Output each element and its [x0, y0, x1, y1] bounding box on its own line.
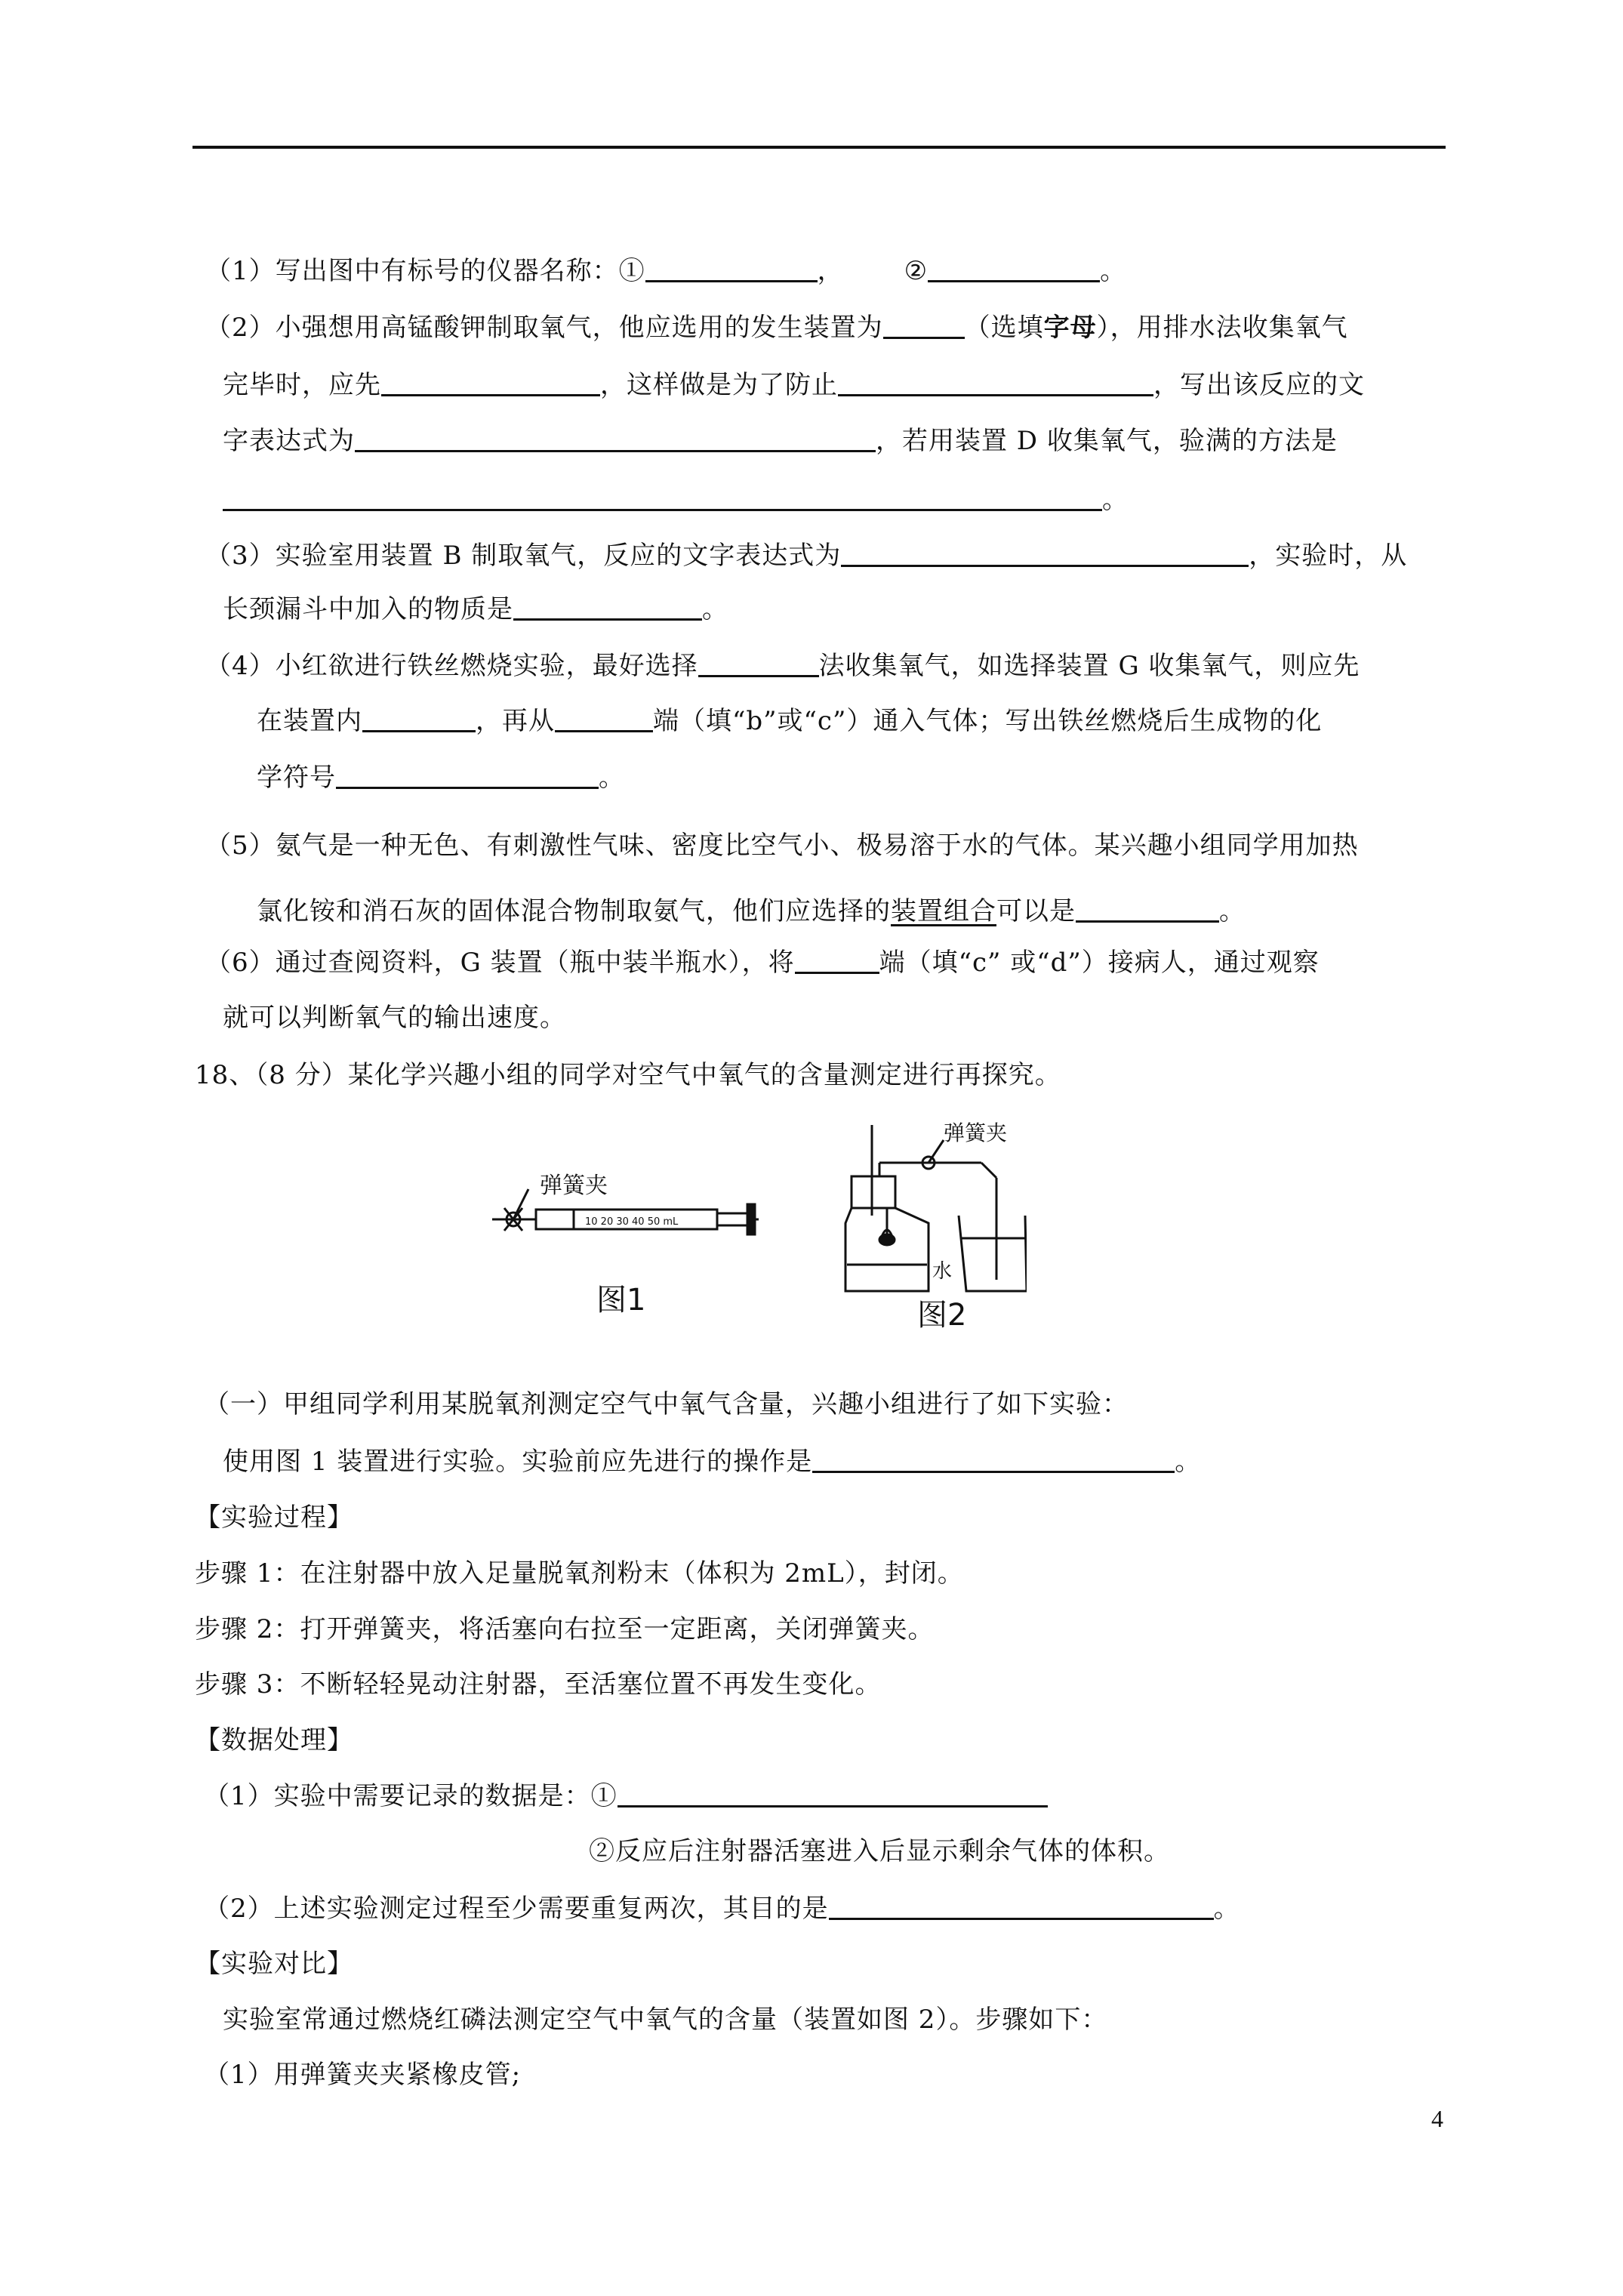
answer-blank[interactable] — [841, 539, 1249, 567]
q17-part2-text: 字母 — [1043, 313, 1097, 343]
header-rule — [192, 146, 1446, 149]
answer-blank[interactable] — [355, 424, 876, 452]
answer-blank[interactable] — [1076, 895, 1219, 923]
answer-blank[interactable] — [362, 704, 476, 732]
q17-part2-text: （选填 — [964, 313, 1044, 343]
answer-blank[interactable] — [795, 946, 879, 974]
q17-part4-line3 — [257, 761, 625, 794]
compare-heading — [195, 1947, 353, 1980]
answer-blank[interactable] — [223, 483, 1102, 511]
period: 。 — [1100, 256, 1127, 286]
q17-part1-text: （1）写出图中有标号的仪器名称：① — [205, 256, 645, 286]
q17-part5-underlined: 装置组合 — [891, 896, 996, 926]
data-1-text: （1）实验中需要记录的数据是：① — [204, 1781, 617, 1811]
answer-blank[interactable] — [838, 368, 1153, 396]
q17-part3-text: （3）实验室用装置 B 制取氧气，反应的文字表达式为 — [205, 541, 842, 571]
q17-part3-text: 长颈漏斗中加入的物质是 — [223, 594, 513, 624]
answer-blank[interactable] — [812, 1445, 1175, 1473]
circle-2: ② — [904, 256, 929, 286]
process-heading — [195, 1501, 353, 1534]
q17-part5-text: 可以是 — [996, 896, 1076, 926]
q17-part2-text: 完毕时，应先 — [223, 370, 381, 400]
q17-part2-text: 字表达式为 — [223, 426, 355, 456]
experiment-figures — [483, 1110, 1027, 1336]
data-1-line2 — [589, 1835, 1170, 1868]
data-2-line — [204, 1892, 1240, 1925]
compare-heading-text: 【实验对比】 — [195, 1949, 353, 1979]
answer-blank[interactable] — [381, 368, 600, 396]
data-heading — [195, 1724, 353, 1757]
period: 。 — [1175, 1447, 1202, 1477]
q17-part2-line1 — [205, 311, 1348, 344]
step-3-text: 步骤 3：不断轻轻晃动注射器，至活塞位置不再发生变化。 — [195, 1669, 882, 1700]
q17-part5-text: 氯化铵和消石灰的固体混合物制取氨气，他们应选择的 — [257, 896, 891, 926]
q17-part2-text: （2）小强想用高锰酸钾制取氧气，他应选用的发生装置为 — [205, 313, 883, 343]
figure-1-caption: 图1 — [596, 1283, 646, 1318]
q17-part6-text: 端（填“c” 或“d”）接病人，通过观察 — [879, 948, 1320, 978]
q17-part2-text: ，写出该反应的文 — [1153, 370, 1365, 400]
compare-text — [223, 2003, 1107, 2036]
q17-part2-text: ），用排水法收集氧气 — [1096, 313, 1348, 343]
answer-blank[interactable] — [617, 1780, 1048, 1808]
compare-step-1 — [204, 2058, 521, 2091]
syringe-figure — [492, 1189, 759, 1234]
period: 。 — [1213, 1894, 1240, 1924]
comma: ， — [817, 256, 844, 286]
period: 。 — [599, 763, 625, 793]
q17-part5-text: （5）氨气是一种无色、有刺激性气味、密度比空气小、极易溶于水的气体。某兴趣小组同学用加热 — [205, 831, 1359, 861]
q17-part4-line2 — [257, 704, 1322, 738]
step-2-text: 步骤 2：打开弹簧夹，将活塞向右拉至一定距离，关闭弹簧夹。 — [195, 1614, 935, 1644]
answer-blank[interactable] — [555, 704, 653, 732]
compare-text-content: 实验室常通过燃烧红磷法测定空气中氧气的含量（装置如图 2）。步骤如下： — [223, 2005, 1108, 2035]
q17-part4-text: 端（填“b”或“c”）通入气体；写出铁丝燃烧后生成物的化 — [653, 706, 1323, 736]
q17-part4-text: ，再从 — [476, 706, 555, 736]
page-number: 4 — [1431, 2105, 1443, 2132]
q17-part2-line2 — [223, 368, 1365, 402]
q17-part3-line2 — [223, 593, 728, 626]
answer-blank[interactable] — [336, 761, 599, 789]
clamp-label-2: 弹簧夹 — [944, 1120, 1008, 1145]
answer-blank[interactable] — [883, 311, 965, 339]
q17-part3-line1 — [205, 539, 1407, 572]
process-heading-text: 【实验过程】 — [195, 1502, 353, 1533]
water-label: 水 — [932, 1260, 953, 1283]
q17-part2-line4 — [223, 483, 1129, 516]
data-1-line1 — [204, 1780, 1048, 1813]
q17-part4-text: 法收集氧气，如选择装置 G 收集氧气，则应先 — [818, 651, 1360, 681]
answer-blank[interactable] — [829, 1892, 1214, 1920]
clamp-label-1: 弹簧夹 — [540, 1173, 608, 1199]
step-1-text: 步骤 1：在注射器中放入足量脱氧剂粉末（体积为 2mL），封闭。 — [195, 1558, 964, 1589]
syringe-scale: 10 20 30 40 50 mL — [585, 1216, 679, 1228]
q17-part1-line — [205, 254, 1126, 288]
period: 。 — [1219, 896, 1246, 926]
q17-part2-text: ，这样做是为了防止 — [600, 370, 838, 400]
q17-part6-text: （6）通过查阅资料，G 装置（瓶中装半瓶水），将 — [205, 948, 795, 978]
q18-part1-text: 使用图 1 装置进行实验。实验前应先进行的操作是 — [223, 1447, 813, 1477]
q17-part5-line1 — [205, 829, 1359, 862]
q18-part1-line2 — [223, 1445, 1201, 1478]
period: 。 — [1102, 485, 1129, 515]
q18-part1-line1 — [204, 1388, 1129, 1421]
q17-part4-line1 — [205, 649, 1360, 683]
q17-part3-text: ，实验时，从 — [1249, 541, 1408, 571]
q17-part4-text: （4）小红欲进行铁丝燃烧实验，最好选择 — [205, 651, 698, 681]
q17-part6-text: 就可以判断氧气的输出速度。 — [223, 1003, 566, 1033]
data-1-text: ②反应后注射器活塞进入后显示剩余气体的体积。 — [589, 1836, 1170, 1866]
q18-title-text: 18、（8 分）某化学兴趣小组的同学对空气中氧气的含量测定进行再探究。 — [195, 1060, 1061, 1090]
q18-part1-text: （一）甲组同学利用某脱氧剂测定空气中氧气含量，兴趣小组进行了如下实验： — [204, 1389, 1129, 1419]
q17-part6-line1 — [205, 946, 1320, 979]
q18-title — [195, 1059, 1061, 1092]
answer-blank[interactable] — [928, 254, 1100, 282]
step-2 — [195, 1613, 934, 1646]
answer-blank[interactable] — [698, 649, 819, 677]
compare-step-1-text: （1）用弹簧夹夹紧橡皮管; — [204, 2060, 522, 2090]
step-1 — [195, 1557, 964, 1590]
data-heading-text: 【数据处理】 — [195, 1725, 353, 1755]
data-2-text: （2）上述实验测定过程至少需要重复两次，其目的是 — [204, 1894, 829, 1924]
q17-part2-text: ，若用装置 D 收集氧气，验满的方法是 — [876, 426, 1338, 456]
figure-2-caption: 图2 — [917, 1298, 967, 1333]
q17-part2-line3 — [223, 424, 1338, 458]
q17-part4-text: 学符号 — [257, 763, 336, 793]
answer-blank[interactable] — [645, 254, 818, 282]
q17-part6-line2 — [223, 1001, 566, 1034]
answer-blank[interactable] — [513, 593, 702, 621]
q17-part5-line2 — [257, 895, 1246, 928]
step-3 — [195, 1668, 881, 1701]
q17-part4-text: 在装置内 — [257, 706, 362, 736]
period: 。 — [702, 594, 728, 624]
